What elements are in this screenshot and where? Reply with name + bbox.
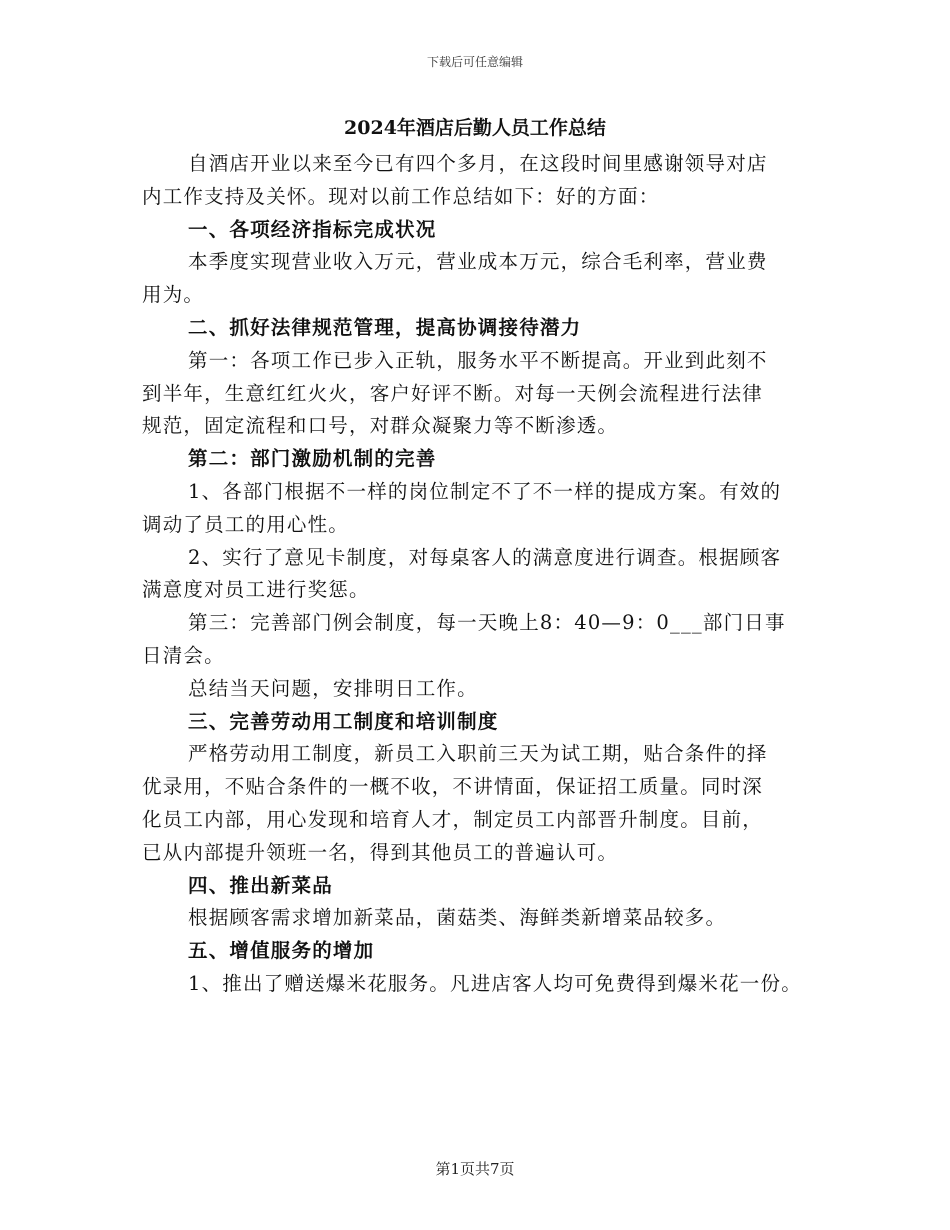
section2-item2-paragraph <box>142 542 822 608</box>
section3-heading: 三、完善劳动用工制度和培训制度 <box>188 709 499 733</box>
section4-paragraph: 根据顾客需求增加新菜品，菌菇类、海鲜类新增菜品较多。 <box>188 906 727 930</box>
text-line: 用为。 <box>142 283 205 307</box>
text-line: 日清会。 <box>142 643 225 667</box>
text-line: 第三：完善部门例会制度，每一天晚上8：40—9：0___部门日事 <box>188 611 786 635</box>
section3-paragraph <box>142 738 822 869</box>
text-line: 满意度对员工进行奖惩。 <box>142 578 370 602</box>
section1-paragraph <box>142 246 822 312</box>
text-line: 优录用，不贴合条件的一概不收，不讲情面，保证招工质量。同时深 <box>142 775 764 799</box>
document-body <box>142 148 822 1001</box>
text-line: 第一：各项工作已步入正轨，服务水平不断提高。开业到此刻不 <box>188 348 768 372</box>
text-line: 严格劳动用工制度，新员工入职前三天为试工期，贴合条件的择 <box>188 742 768 766</box>
text-line: 到半年，生意红红火火，客户好评不断。对每一天例会流程进行法律 <box>142 381 764 405</box>
text-line: 2、实行了意见卡制度，对每桌客人的满意度进行调查。根据顾客 <box>188 545 782 569</box>
section2-part3-note: 总结当天问题，安排明日工作。 <box>188 676 478 700</box>
section5-heading: 五、增值服务的增加 <box>188 939 375 963</box>
section2-part2-heading: 第二：部门激励机制的完善 <box>188 447 437 471</box>
text-line: 本季度实现营业收入万元，营业成本万元，综合毛利率，营业费 <box>188 250 768 274</box>
text-line: 自酒店开业以来至今已有四个多月，在这段时间里感谢领导对店 <box>188 152 768 175</box>
section4-heading: 四、推出新菜品 <box>188 873 333 897</box>
page-footer-pagination: 第1页共7页 <box>435 1160 515 1178</box>
text-line: 内工作支持及关怀。现对以前工作总结如下：好的方面： <box>142 184 660 208</box>
section2-part3-paragraph <box>142 607 822 673</box>
document-title: 2024年酒店后勤人员工作总结 <box>344 117 606 139</box>
section2-item1-paragraph <box>142 476 822 542</box>
page-header-note: 下载后可任意编辑 <box>426 55 523 69</box>
text-line: 调动了员工的用心性。 <box>142 512 350 536</box>
section2-part1-paragraph <box>142 345 822 443</box>
text-line: 1、各部门根据不一样的岗位制定不了不一样的提成方案。有效的 <box>188 479 782 503</box>
text-line: 规范，固定流程和口号，对群众凝聚力等不断渗透。 <box>142 414 619 438</box>
text-line: 化员工内部，用心发现和培育人才，制定员工内部晋升制度。目前， <box>142 807 764 831</box>
section2-heading: 二、抓好法律规范管理，提高协调接待潜力 <box>188 315 582 339</box>
section5-paragraph: 1、推出了赠送爆米花服务。凡进店客人均可免费得到爆米花一份。 <box>188 971 802 995</box>
text-line: 已从内部提升领班一名，得到其他员工的普遍认可。 <box>142 840 619 864</box>
intro-paragraph <box>142 148 822 214</box>
section1-heading: 一、各项经济指标完成状况 <box>188 217 437 241</box>
